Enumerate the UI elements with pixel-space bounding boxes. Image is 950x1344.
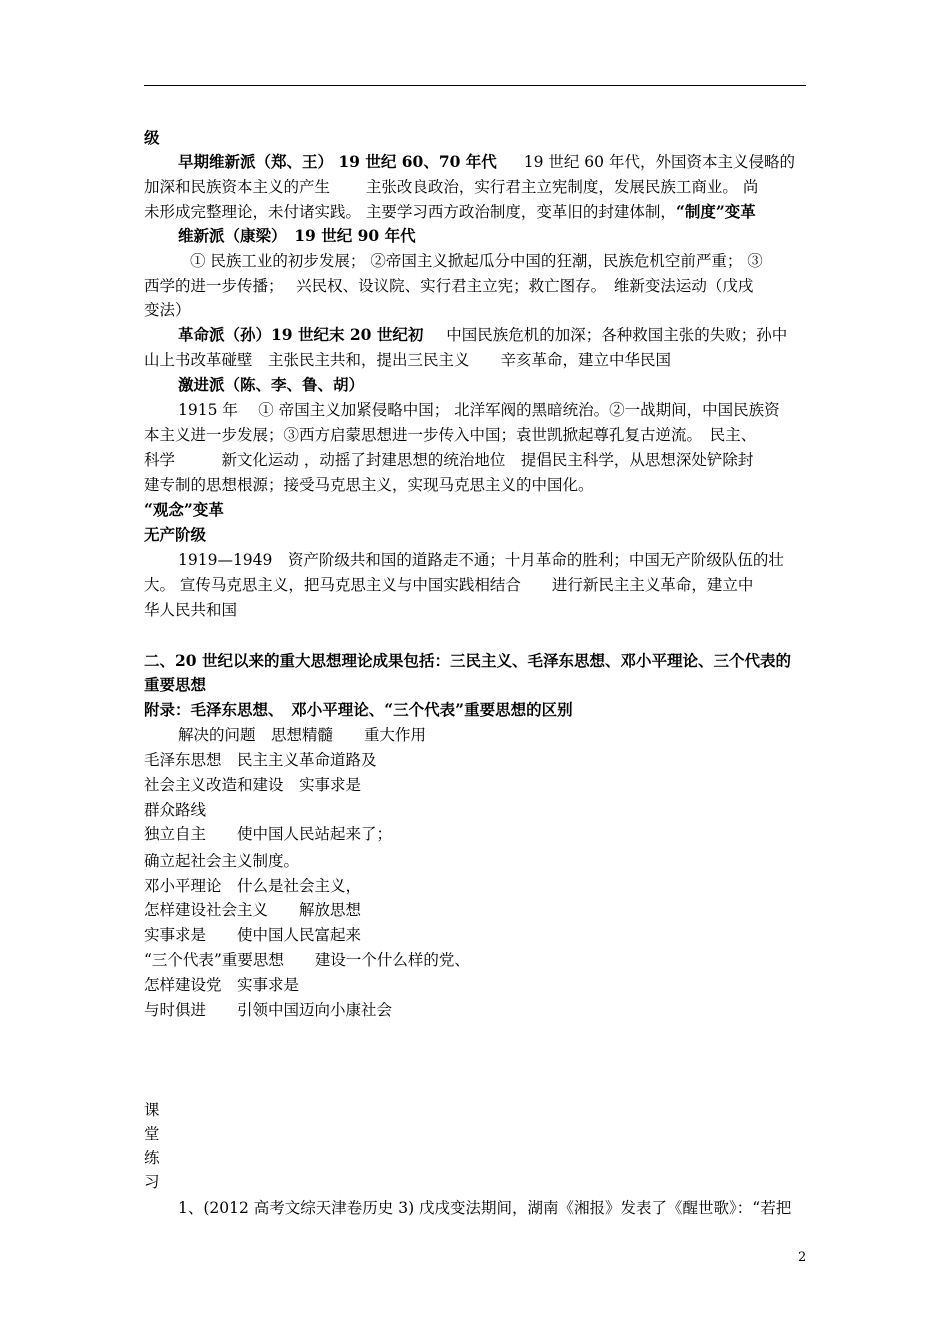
- text-line: 西学的进一步传播； 兴民权、设议院、实行君主立宪；救亡图存。 维新变法运动（戊戌: [144, 277, 754, 295]
- text-line: ① 民族工业的初步发展； ②帝国主义掀起瓜分中国的狂潮，民族危机空前严重； ③: [190, 252, 763, 270]
- text-line: 实事求是 使中国人民富起来: [144, 926, 362, 944]
- heading-revolutionaries: 革命派（孙）19 世纪末 20 世纪初: [178, 325, 424, 344]
- text-line: 社会主义改造和建设 实事求是: [144, 776, 362, 794]
- text-line: 怎样建设党 实事求是: [144, 976, 300, 994]
- text-line: [178, 325, 787, 345]
- table-header: 解决的问题 思想精髓 重大作用: [178, 726, 427, 744]
- vertical-label-char: 堂: [144, 1125, 160, 1143]
- appendix-heading: 附录：毛泽东思想、 邓小平理论、“三个代表”重要思想的区别: [144, 700, 573, 719]
- text-line: 华人民共和国: [144, 601, 238, 619]
- heading-early-reformists: 早期维新派（郑、王） 19 世纪 60、70 年代: [178, 152, 497, 171]
- text-line: 独立自主 使中国人民站起来了；: [144, 825, 393, 843]
- text-line: [144, 202, 756, 222]
- text-span: 19 世纪 60 年代，外国资本主义侵略的: [523, 153, 795, 171]
- heading-proletariat: 无产阶级: [144, 525, 207, 544]
- text-line: 建专制的思想根源；接受马克思主义，实现马克思主义的中国化。: [144, 476, 594, 494]
- text-span: 中国民族危机的加深；各种救国主张的失败；孙中: [446, 326, 788, 344]
- text-line: 加深和民族资本主义的产生 主张改良政治，实行君主立宪制度，发展民族工商业。 尚: [144, 178, 759, 196]
- text-line: 1915 年 ① 帝国主义加紧侵略中国； 北洋军阀的黑暗统治。②一战期间，中国民族资: [178, 401, 780, 419]
- text-line: 大。 宣传马克思主义，把马克思主义与中国实践相结合 进行新民主主义革命，建立中: [144, 576, 754, 594]
- text-line: 确立起社会主义制度。: [144, 852, 300, 870]
- text-line: 山上书改革碰壁 主张民主共和，提出三民主义 辛亥革命，建立中华民国: [144, 351, 672, 369]
- vertical-label-char: 习: [144, 1173, 160, 1191]
- text-line: 群众路线: [144, 801, 207, 819]
- vertical-label-char: 课: [144, 1101, 160, 1119]
- section-heading-2-cont: 重要思想: [144, 675, 207, 694]
- vertical-label-char: 练: [144, 1149, 160, 1167]
- page-number: 2: [798, 1250, 807, 1265]
- text-line: 1919—1949 资产阶级共和国的道路走不通；十月革命的胜利；中国无产阶级队伍的壮: [178, 551, 784, 569]
- header-rule: [144, 85, 806, 86]
- text-line: 邓小平理论 什么是社会主义，: [144, 877, 362, 895]
- text-line: 本主义进一步发展；③西方启蒙思想进一步传入中国；袁世凯掀起尊孔复古逆流。 民主、: [144, 426, 757, 444]
- heading-system-reform: “制度”变革: [675, 202, 756, 221]
- heading-reformists: 维新派（康梁） 19 世纪 90 年代: [178, 226, 416, 245]
- section-heading-2: 二、20 世纪以来的重大思想理论成果包括：三民主义、毛泽东思想、邓小平理论、三个代表的: [144, 651, 791, 670]
- text-line: “三个代表”重要思想 建设一个什么样的党、: [144, 951, 470, 969]
- text-line: 级: [144, 128, 160, 147]
- heading-radicals: 激进派（陈、李、鲁、胡）: [178, 375, 365, 394]
- text-line: [178, 152, 795, 172]
- text-line: 怎样建设社会主义 解放思想: [144, 901, 362, 919]
- text-line: 与时俱进 引领中国迈向小康社会: [144, 1001, 393, 1019]
- exercise-question-1: 1、(2012 高考文综天津卷历史 3) 戊戌变法期间，湖南《湘报》发表了《醒世歌》：“若把: [178, 1199, 792, 1217]
- heading-concept-reform: “观念”变革: [144, 500, 224, 519]
- text-line: 毛泽东思想 民主主义革命道路及: [144, 751, 377, 769]
- text-line: 科学 新文化运动 ，动摇了封建思想的统治地位 提倡民主科学，从思想深处铲除封: [144, 451, 754, 469]
- text-line: 变法）: [144, 301, 191, 319]
- text-span: 未形成完整理论，未付诸实践。 主要学习西方政治制度，变革旧的封建体制，: [144, 203, 676, 221]
